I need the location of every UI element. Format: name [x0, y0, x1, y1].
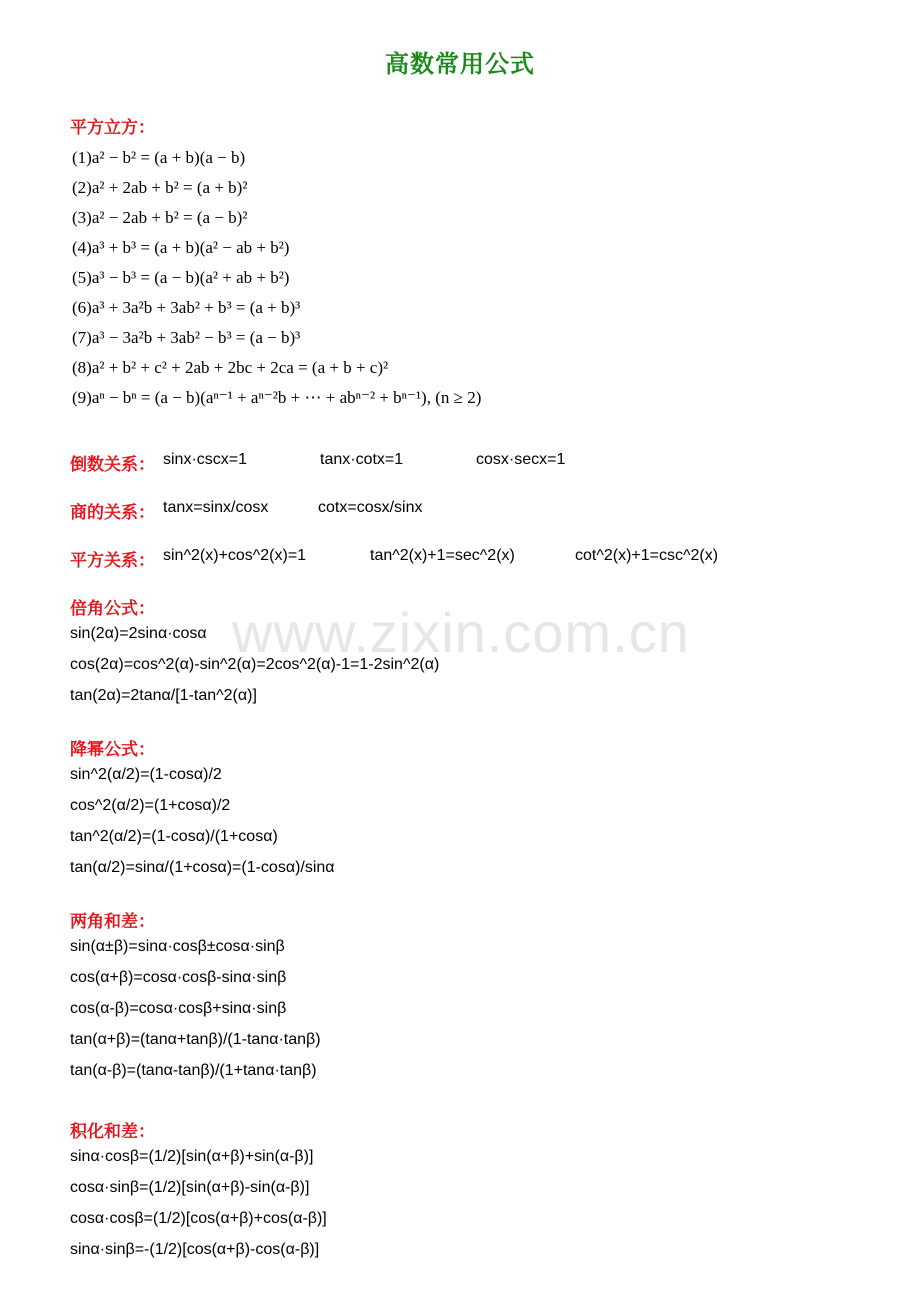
formula-9: (9)aⁿ − bⁿ = (a − b)(aⁿ⁻¹ + aⁿ⁻²b + ⋯ + abⁿ⁻² + bⁿ⁻¹), (n ≥ 2)	[72, 388, 482, 407]
formula-6: (6)a³ + 3a²b + 3ab² + b³ = (a + b)³	[72, 298, 301, 317]
formula-7: (7)a³ − 3a²b + 3ab² − b³ = (a − b)³	[72, 328, 301, 347]
product-sum-line-2: cosα·sinβ=(1/2)[sin(α+β)-sin(α-β)]	[70, 1179, 310, 1196]
product-sum-line-1: sinα·cosβ=(1/2)[sin(α+β)+sin(α-β)]	[70, 1148, 314, 1165]
quotient-item-2: cotx=cosx/sinx	[318, 499, 423, 516]
formula-3: (3)a² − 2ab + b² = (a − b)²	[72, 208, 248, 227]
double-angle-line-3: tan(2α)=2tanα/[1-tan^2(α)]	[70, 687, 257, 704]
power-reduction-line-2: cos^2(α/2)=(1+cosα)/2	[70, 797, 231, 814]
square-rel-item-2: tan^2(x)+1=sec^2(x)	[370, 547, 515, 564]
formula-5: (5)a³ − b³ = (a − b)(a² + ab + b²)	[72, 268, 290, 287]
sum-diff-line-4: tan(α+β)=(tanα+tanβ)/(1-tanα·tanβ)	[70, 1031, 321, 1048]
quotient-item-1: tanx=sinx/cosx	[163, 499, 269, 516]
product-sum-line-4: sinα·sinβ=-(1/2)[cos(α+β)-cos(α-β)]	[70, 1241, 320, 1258]
reciprocal-item-1: sinx·cscx=1	[163, 451, 248, 468]
heading-square-cube: 平方立方：	[70, 118, 155, 137]
sum-diff-line-1: sin(α±β)=sinα·cosβ±cosα·sinβ	[70, 938, 285, 955]
product-sum-line-3: cosα·cosβ=(1/2)[cos(α+β)+cos(α-β)]	[70, 1210, 327, 1227]
power-reduction-line-4: tan(α/2)=sinα/(1+cosα)=(1-cosα)/sinα	[70, 859, 335, 876]
power-reduction-line-1: sin^2(α/2)=(1-cosα)/2	[70, 766, 222, 783]
reciprocal-item-2: tanx·cotx=1	[320, 451, 404, 468]
heading-reciprocal: 倒数关系：	[70, 455, 155, 474]
heading-sum-diff: 两角和差：	[70, 912, 155, 931]
sum-diff-line-2: cos(α+β)=cosα·cosβ-sinα·sinβ	[70, 969, 287, 986]
heading-quotient: 商的关系：	[70, 503, 155, 522]
watermark: www.zixin.com.cn	[232, 601, 690, 664]
sum-diff-line-3: cos(α-β)=cosα·cosβ+sinα·sinβ	[70, 1000, 287, 1017]
reciprocal-item-3: cosx·secx=1	[476, 451, 566, 468]
heading-product-sum: 积化和差：	[70, 1122, 155, 1141]
heading-square-relation: 平方关系：	[70, 551, 155, 570]
formula-2: (2)a² + 2ab + b² = (a + b)²	[72, 178, 248, 197]
square-rel-item-1: sin^2(x)+cos^2(x)=1	[163, 547, 307, 564]
power-reduction-line-3: tan^2(α/2)=(1-cosα)/(1+cosα)	[70, 828, 278, 845]
double-angle-line-1: sin(2α)=2sinα·cosα	[70, 625, 207, 642]
formula-1: (1)a² − b² = (a + b)(a − b)	[72, 148, 246, 167]
page-title: 高数常用公式	[385, 51, 535, 78]
formula-4: (4)a³ + b³ = (a + b)(a² − ab + b²)	[72, 238, 290, 257]
double-angle-line-2: cos(2α)=cos^2(α)-sin^2(α)=2cos^2(α)-1=1-2sin^2(α)	[70, 656, 440, 673]
square-rel-item-3: cot^2(x)+1=csc^2(x)	[575, 547, 719, 564]
sum-diff-line-5: tan(α-β)=(tanα-tanβ)/(1+tanα·tanβ)	[70, 1062, 317, 1079]
heading-double-angle: 倍角公式：	[70, 599, 155, 618]
heading-power-reduction: 降幂公式：	[70, 740, 155, 759]
formula-8: (8)a² + b² + c² + 2ab + 2bc + 2ca = (a + b + c)²	[72, 358, 389, 377]
